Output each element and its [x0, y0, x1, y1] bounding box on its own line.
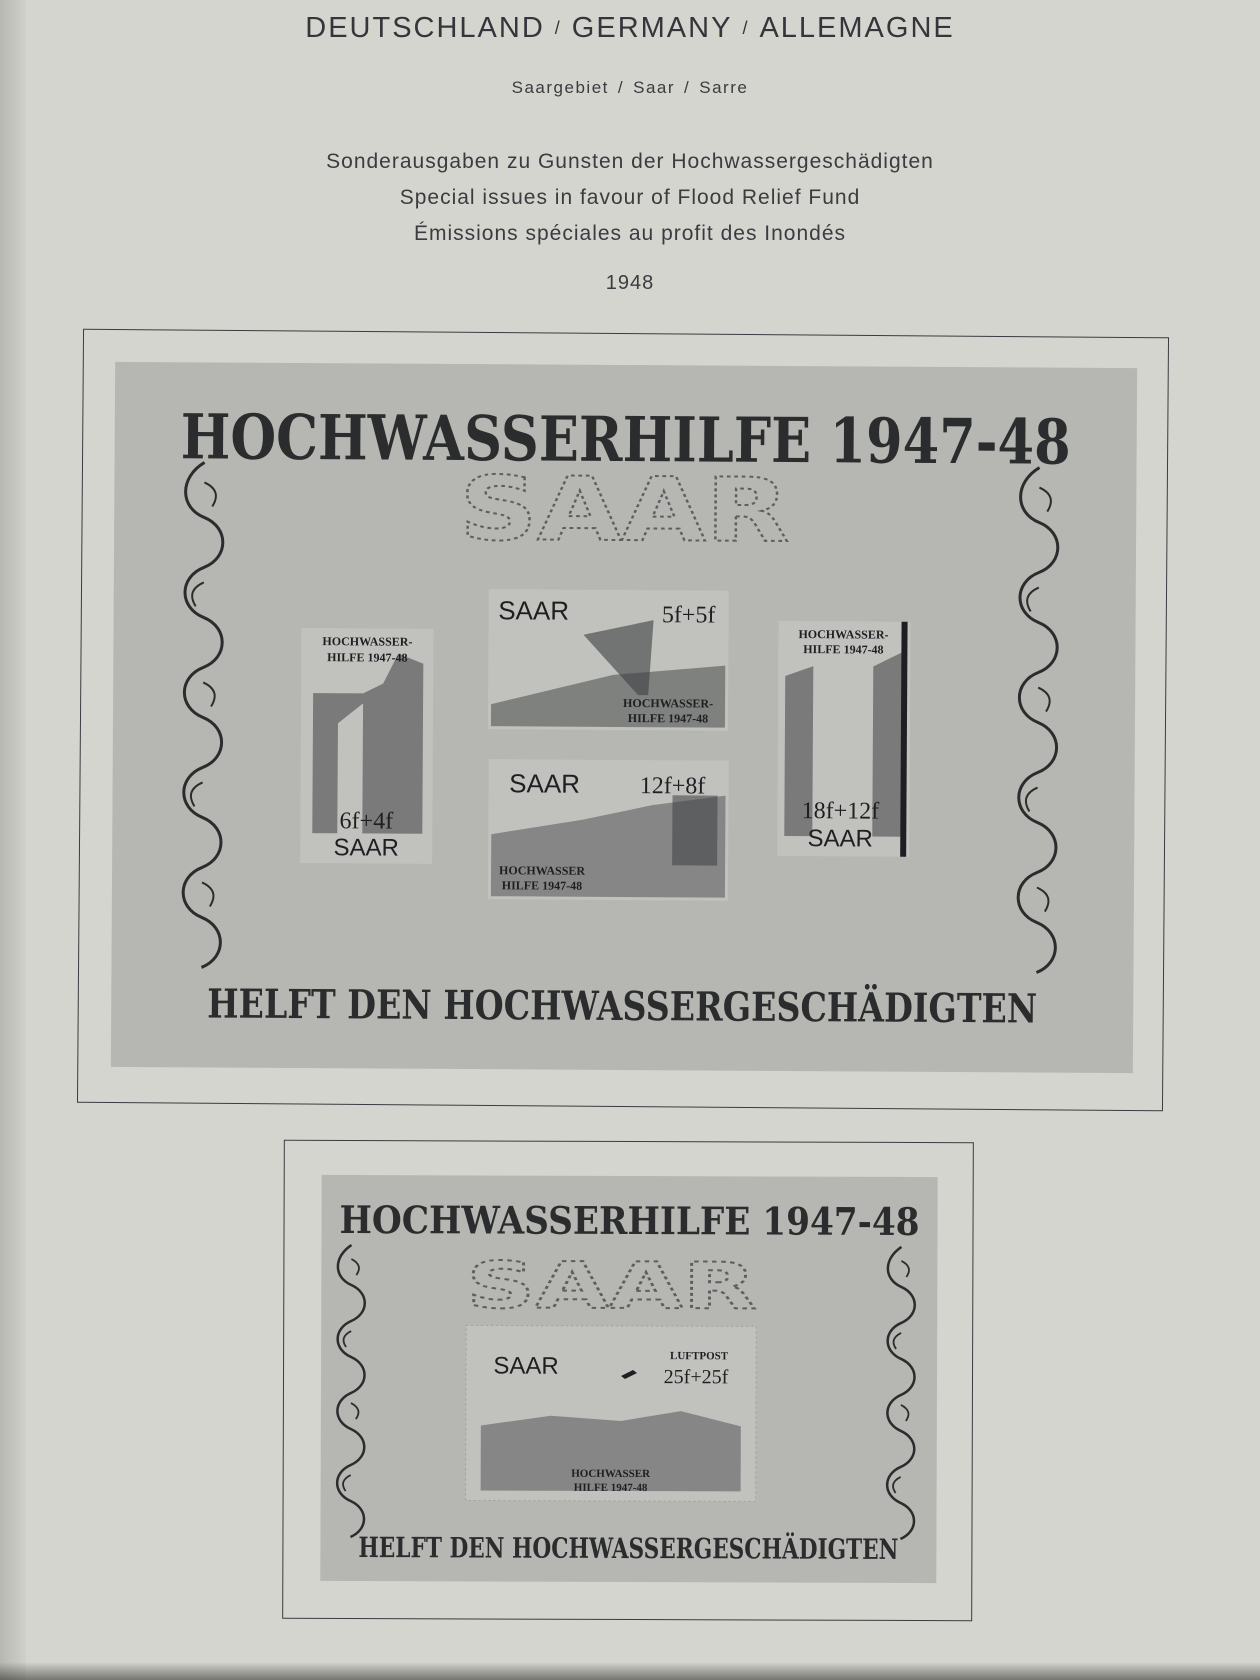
subtitle-separator: /: [617, 78, 625, 97]
stamp-2-value: 5f+5f: [661, 602, 716, 629]
title-french: ALLEMAGNE: [759, 12, 955, 44]
subtitle-german: Saargebiet: [511, 78, 609, 97]
stamp-4-value: 18f+12f: [801, 798, 880, 825]
stamp-5-value: 25f+25f: [663, 1366, 729, 1389]
stamp-1-caption-1: HOCHWASSER-: [322, 634, 413, 649]
stamp-5-caption-1: HOCHWASSER: [571, 1467, 651, 1481]
stamp-4-country: SAAR: [807, 825, 874, 853]
sheet-1-footer: HELFT DEN HOCHWASSERGESCHÄDIGTEN: [207, 980, 1207, 1034]
issue-year: 1948: [605, 272, 655, 294]
subtitle-english: Saar: [633, 78, 676, 97]
stamp-2-country: SAAR: [498, 595, 570, 626]
stamp-5-country: SAAR: [493, 1352, 559, 1380]
stamp-4-caption-1: HOCHWASSER-: [798, 627, 889, 642]
stamp-6f-4f: [300, 628, 433, 864]
stamp-3-caption-1: HOCHWASSER: [499, 863, 586, 878]
souvenir-sheet-2-artwork: [320, 1175, 1058, 1583]
right-ornament: [1018, 467, 1059, 972]
stamp-3-value: 12f+8f: [639, 773, 706, 800]
album-page-subtitle: [0, 78, 1260, 98]
issue-description-german: Sonderausgaben zu Gunsten der Hochwassergeschädigten: [326, 150, 934, 173]
stamp-1-value: 6f+4f: [339, 808, 394, 835]
stamp-5-caption-2: HILFE 1947-48: [573, 1481, 648, 1495]
stamp-2-caption-1: HOCHWASSER-: [623, 695, 714, 711]
souvenir-sheet-2: [320, 1175, 1058, 1583]
stamp-1-country: SAAR: [333, 834, 399, 862]
right-ornament: [887, 1247, 915, 1539]
stamp-18f-12f: [777, 621, 910, 857]
album-page-title: [0, 12, 1260, 45]
stamp-4-caption-2: HILFE 1947-48: [803, 642, 884, 657]
stamp-5f-5f: [488, 589, 729, 730]
stamp-12f-8f: [488, 759, 729, 900]
issue-description-english: Special issues in favour of Flood Relief Fund: [399, 186, 861, 209]
page-bottom-shadow: [0, 1662, 1260, 1680]
stamp-5-airmail-tag: LUFTPOST: [670, 1350, 729, 1363]
stamp-1-caption-2: HILFE 1947-48: [327, 650, 408, 665]
album-page-binding-edge: [0, 0, 26, 1680]
sheet-1-saar-watermark: SAAR: [458, 456, 727, 562]
title-english: GERMANY: [571, 12, 733, 44]
stamp-3-caption-2: HILFE 1947-48: [501, 878, 583, 893]
souvenir-sheet-1: [111, 362, 1231, 1073]
subtitle-french: Sarre: [699, 78, 749, 97]
title-german: DEUTSCHLAND: [305, 12, 545, 44]
stamp-3-country: SAAR: [509, 768, 581, 799]
title-separator: /: [742, 18, 750, 38]
sheet-2-title: HOCHWASSERHILFE 1947-48: [339, 1196, 984, 1245]
sheet-1-title: HOCHWASSERHILFE 1947-48: [180, 400, 1231, 480]
sheet-2-footer: HELFT DEN HOCHWASSERGESCHÄDIGTEN: [358, 1531, 1058, 1567]
stamp-25f-25f-airmail: [466, 1325, 757, 1501]
souvenir-sheet-1-artwork: [111, 362, 1231, 1073]
sheet-2-saar-watermark: SAAR: [466, 1249, 661, 1325]
left-ornament: [183, 462, 224, 967]
left-ornament: [337, 1245, 365, 1537]
issue-description-french: Émissions spéciales au profit des Inondés: [413, 222, 847, 245]
stamp-2-caption-2: HILFE 1947-48: [627, 711, 709, 726]
title-separator: /: [554, 18, 562, 38]
subtitle-separator: /: [684, 78, 691, 97]
